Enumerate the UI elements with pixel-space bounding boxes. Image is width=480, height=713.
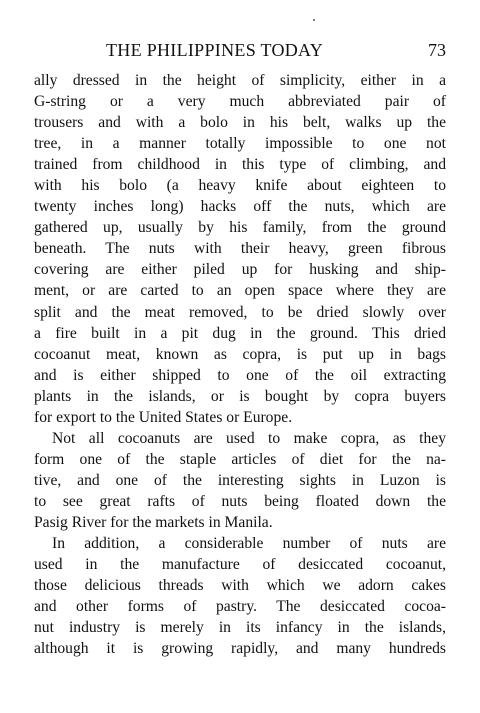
text-line: Not all cocoanuts are used to make copra, as they bbox=[52, 429, 446, 447]
text-line: beneath. The nuts with their heavy, green fibrous bbox=[34, 240, 446, 258]
text-line: split and the meat removed, to be dried slowly over bbox=[34, 303, 446, 321]
paragraph-2 bbox=[34, 428, 446, 533]
page-header bbox=[34, 40, 446, 64]
text-line: Pasig River for the markets in Manila. bbox=[34, 513, 273, 531]
text-line: to see great rafts of nuts being floated down the bbox=[34, 492, 446, 510]
text-line: those delicious threads with which we adorn cakes bbox=[34, 577, 446, 595]
running-title: THE PHILIPPINES TODAY bbox=[106, 40, 323, 60]
text-line: G-string or a very much abbreviated pair of bbox=[34, 93, 446, 111]
text-line: for export to the United States or Europe. bbox=[34, 408, 293, 426]
text-line: with his bolo (a heavy knife about eighteen to bbox=[34, 177, 446, 195]
paragraph-3 bbox=[34, 533, 446, 659]
text-line: twenty inches long) hacks off the nuts, which are bbox=[34, 198, 446, 216]
text-line: used in the manufacture of desiccated cocoanut, bbox=[34, 556, 446, 574]
text-line: trousers and with a bolo in his belt, walks up the bbox=[34, 114, 446, 132]
text-line: gathered up, usually by his family, from the ground bbox=[34, 219, 446, 237]
text-line: cocoanut meat, known as copra, is put up in bags bbox=[34, 345, 446, 363]
text-line: form one of the staple articles of diet for the na- bbox=[34, 450, 446, 468]
text-line: ally dressed in the height of simplicity, either in a bbox=[34, 72, 446, 89]
text-line: ment, or are carted to an open space where they are bbox=[34, 282, 446, 300]
paragraph-1 bbox=[34, 70, 446, 428]
text-line: although it is growing rapidly, and many hundreds bbox=[34, 640, 446, 658]
body-text bbox=[34, 70, 446, 659]
text-line: In addition, a considerable number of nuts are bbox=[52, 535, 446, 553]
text-line: trained from childhood in this type of climbing, and bbox=[34, 156, 446, 174]
text-line: nut industry is merely in its infancy in the islands, bbox=[34, 619, 446, 637]
text-line: a fire built in a pit dug in the ground. This dried bbox=[34, 324, 446, 342]
text-line: covering are either piled up for husking and ship- bbox=[34, 261, 446, 279]
text-line: tive, and one of the interesting sights in Luzon is bbox=[34, 471, 446, 489]
text-line: plants in the islands, or is bought by copra buyers bbox=[34, 387, 446, 405]
text-line: and is either shipped to one of the oil extracting bbox=[34, 366, 446, 384]
page-number: 73 bbox=[428, 40, 446, 60]
paper-speck bbox=[313, 19, 315, 21]
text-line: tree, in a manner totally impossible to one not bbox=[34, 135, 446, 153]
text-line: and other forms of pastry. The desiccated cocoa- bbox=[34, 598, 446, 616]
